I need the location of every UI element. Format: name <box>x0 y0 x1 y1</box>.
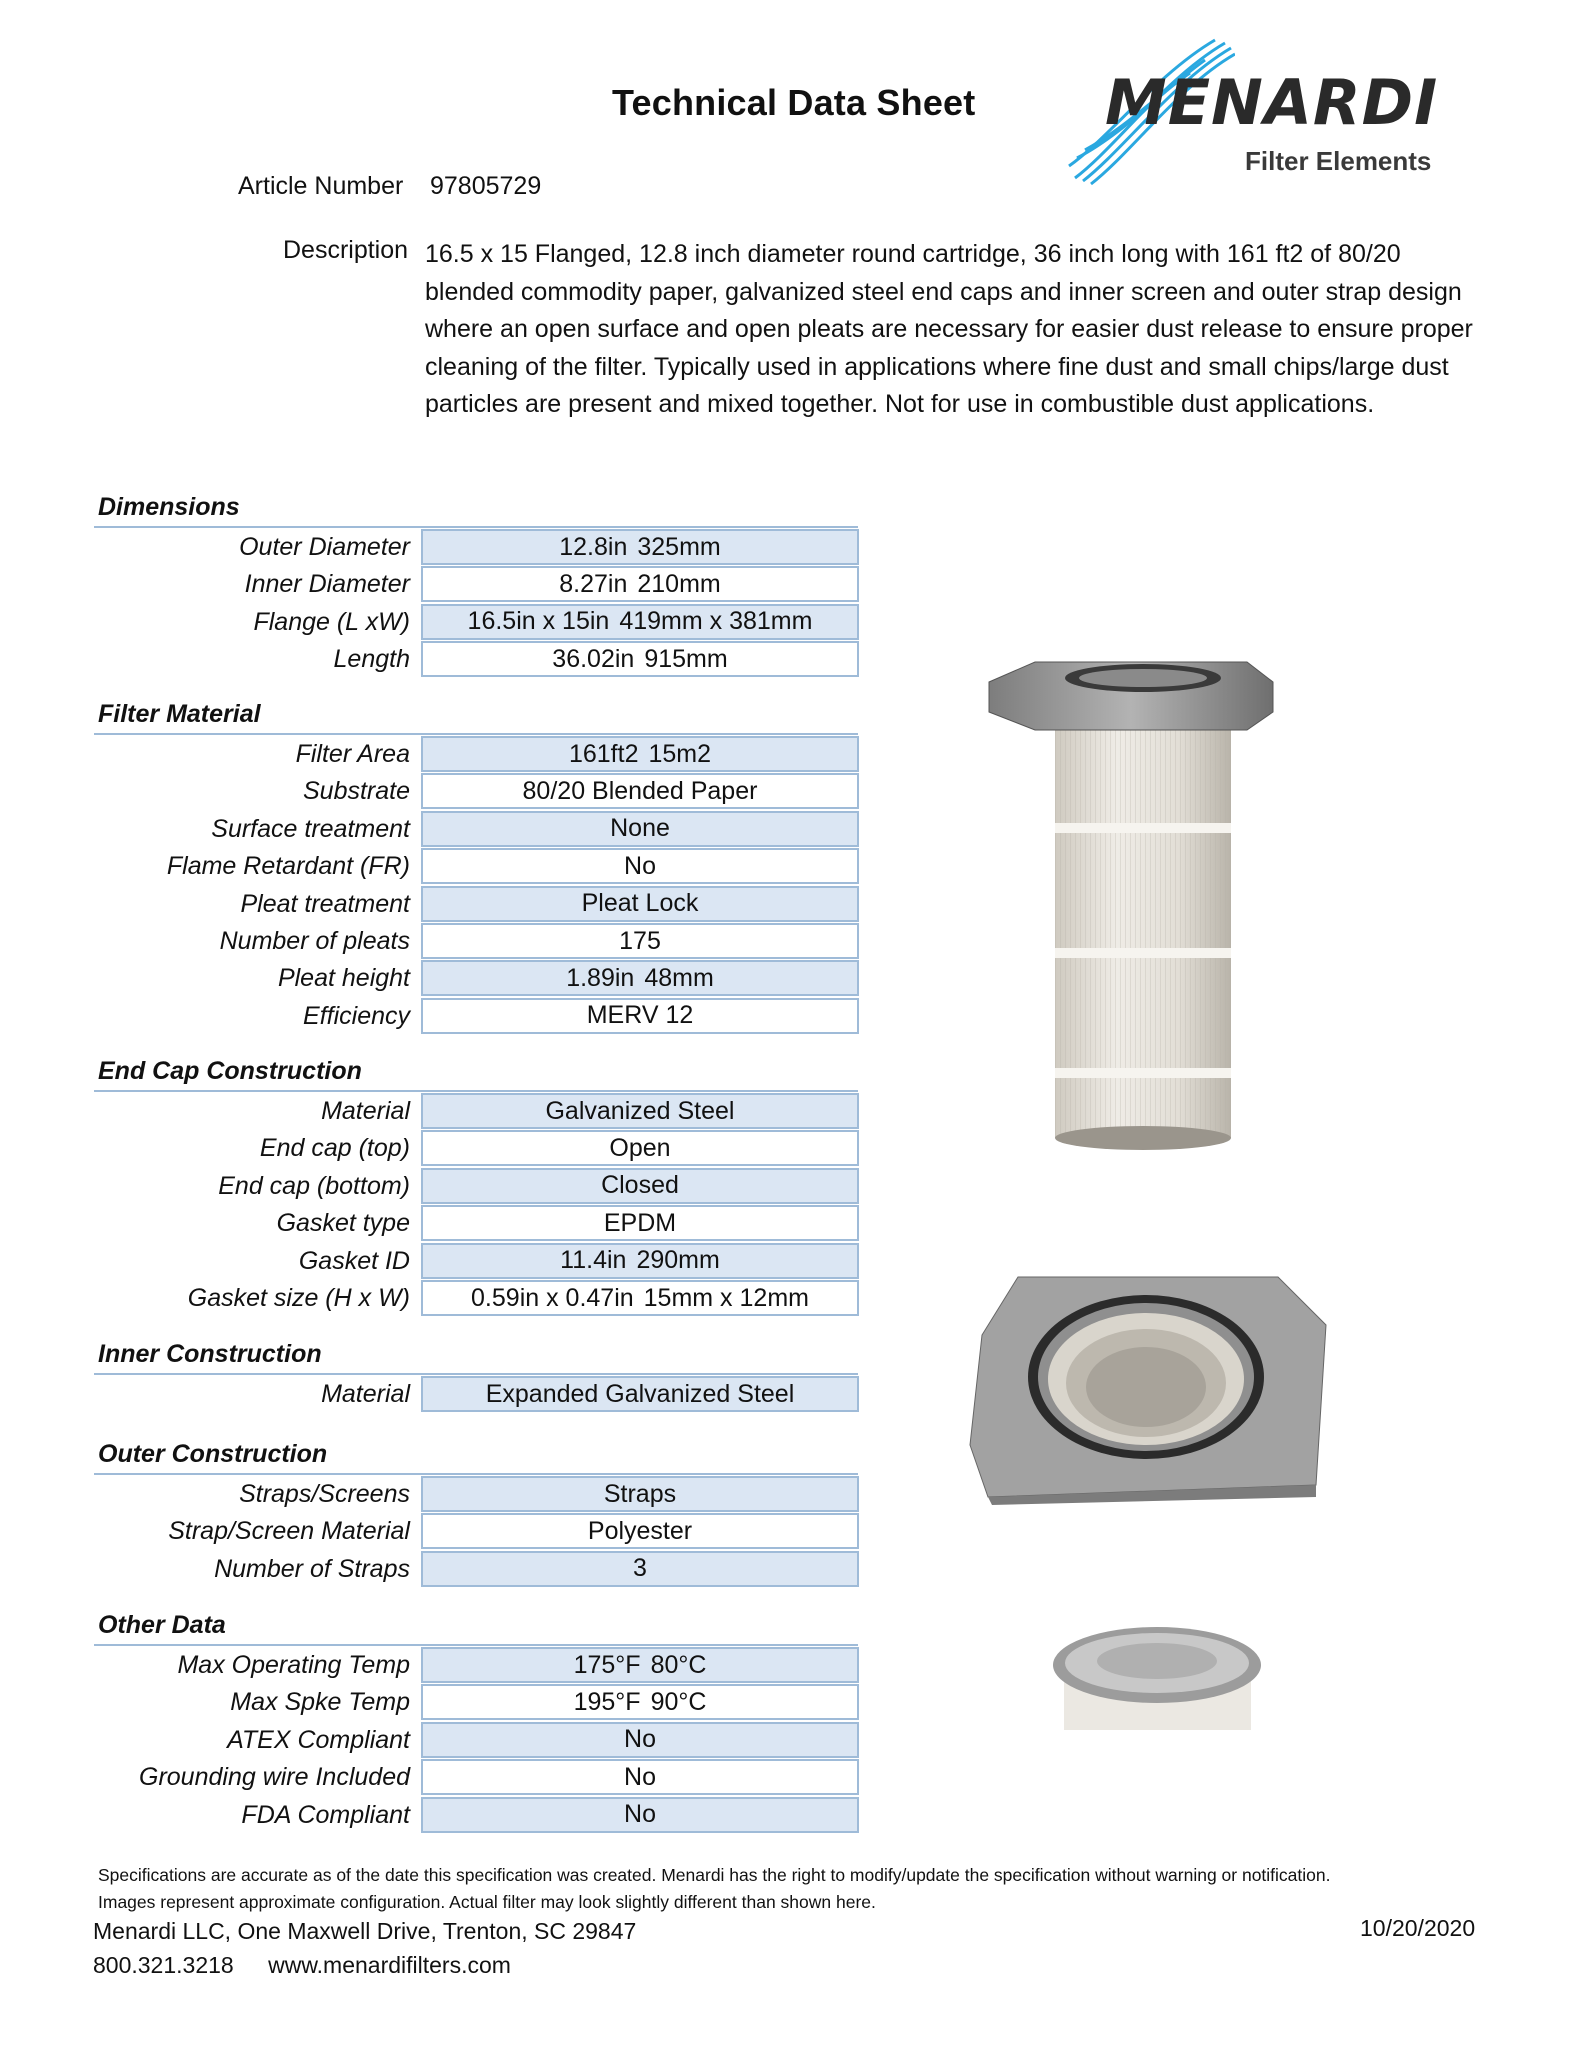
spec-value: No <box>624 1725 656 1754</box>
spec-value-metric: 80°C <box>650 1650 707 1679</box>
spec-value: No <box>624 851 656 880</box>
other-section-divider <box>94 1644 858 1646</box>
phone-number: 800.321.3218 <box>93 1952 234 1978</box>
spec-value-cell <box>421 848 859 884</box>
spec-value: MERV 12 <box>586 1001 694 1030</box>
spec-row <box>0 1759 870 1797</box>
spec-value-cell <box>421 1376 859 1412</box>
spec-row <box>0 1513 870 1551</box>
spec-label: Substrate <box>302 777 410 806</box>
website-link[interactable]: www.menardifilters.com <box>268 1952 511 1978</box>
spec-value: 80/20 Blended Paper <box>522 776 758 805</box>
spec-value-cell <box>421 1168 859 1204</box>
spec-row <box>0 1243 870 1281</box>
spec-value: 3 <box>633 1554 647 1583</box>
spec-label: Inner Diameter <box>244 570 410 599</box>
company-address: Menardi LLC, One Maxwell Drive, Trenton, SC 29847 <box>93 1918 637 1944</box>
spec-row <box>0 960 870 998</box>
spec-value-cell <box>421 811 859 847</box>
dimensions-section-divider <box>94 526 858 528</box>
spec-label: Gasket type <box>276 1209 410 1238</box>
disclaimer <box>98 1862 1518 1916</box>
spec-value-metric: 15m2 <box>648 739 712 768</box>
spec-value-cell <box>421 1759 859 1795</box>
spec-label: Filter Area <box>295 740 410 768</box>
filter-bottom-cap-image <box>1050 1625 1265 1730</box>
logo-wordmark: MENARDI <box>1105 66 1439 139</box>
document-date: 10/20/2020 <box>1360 1915 1476 1941</box>
dimensions-section-title: Dimensions <box>98 493 240 521</box>
spec-value-cell <box>421 1130 859 1166</box>
page-title: Technical Data Sheet <box>612 82 976 123</box>
spec-label: ATEX Compliant <box>227 1725 410 1754</box>
filter-flange-image <box>968 1275 1328 1505</box>
spec-row <box>0 1280 870 1318</box>
disclaimer-line-1: Specifications are accurate as of the date this specification was created. Menardi has the right to modify/update the specification without warning or notification. <box>98 1865 1331 1885</box>
disclaimer-line-2: Images represent approximate configuration. Actual filter may look slightly different than shown here. <box>98 1892 876 1912</box>
spec-value-imperial: 161ft2 <box>568 739 639 768</box>
spec-value: Polyester <box>587 1516 693 1545</box>
spec-label: FDA Compliant <box>241 1800 410 1829</box>
spec-value-cell <box>421 960 859 996</box>
spec-row <box>0 811 870 849</box>
spec-row <box>0 848 870 886</box>
spec-value-cell <box>421 736 859 772</box>
spec-label: End cap (bottom) <box>218 1171 410 1200</box>
spec-value-cell <box>421 1684 859 1720</box>
spec-value-cell <box>421 998 859 1034</box>
inner-section-divider <box>94 1373 858 1375</box>
spec-value-cell <box>421 1797 859 1833</box>
spec-label: Outer Diameter <box>239 533 410 561</box>
spec-value: EPDM <box>603 1208 677 1237</box>
spec-value-imperial: 16.5in x 15in <box>467 607 610 636</box>
contact-info <box>93 1952 511 1979</box>
spec-label: Material <box>321 1097 410 1125</box>
filter-material-section-divider <box>94 733 858 735</box>
spec-value-cell <box>421 1243 859 1279</box>
spec-value: None <box>610 814 670 843</box>
spec-row <box>0 1476 870 1514</box>
spec-label: Efficiency <box>303 1001 410 1030</box>
outer-section-title: Outer Construction <box>98 1440 328 1468</box>
spec-label: Length <box>333 645 410 674</box>
filter-material-section-title: Filter Material <box>98 700 261 728</box>
spec-value-metric: 90°C <box>650 1687 707 1716</box>
spec-row <box>0 1722 870 1760</box>
spec-row <box>0 1376 870 1414</box>
spec-value: No <box>624 1762 656 1791</box>
spec-value-metric: 325mm <box>637 532 721 561</box>
inner-section-title: Inner Construction <box>98 1340 322 1368</box>
spec-row <box>0 923 870 961</box>
spec-row <box>0 1551 870 1589</box>
spec-row <box>0 1684 870 1722</box>
spec-value-cell <box>421 1280 859 1316</box>
spec-value: 175 <box>619 926 661 955</box>
spec-value-imperial: 175°F <box>573 1650 641 1679</box>
spec-value-imperial: 36.02in <box>552 644 635 673</box>
spec-row <box>0 1205 870 1243</box>
spec-row <box>0 736 870 774</box>
spec-label: End cap (top) <box>259 1134 410 1163</box>
article-number-value: 97805729 <box>430 172 542 200</box>
spec-value-cell <box>421 1551 859 1587</box>
spec-label: Material <box>321 1380 410 1408</box>
spec-value: Closed <box>601 1171 679 1200</box>
description-text: 16.5 x 15 Flanged, 12.8 inch diameter round cartridge, 36 inch long with 161 ft2 of 80/20 blended commodity paper, galvanized steel end caps and inner screen and outer strap design where an open surface and open pleats are necessary for easier dust release to ensure proper cleaning of the filter. Typically used in applications where fine dust and small chips/large dust particles are present and mixed together. Not for use in combustible dust applications. <box>425 240 1473 418</box>
spec-value-imperial: 195°F <box>573 1687 641 1716</box>
spec-label: Flange (L xW) <box>253 607 410 636</box>
spec-value: No <box>624 1800 656 1829</box>
description-label: Description <box>283 236 409 264</box>
spec-row <box>0 1647 870 1685</box>
spec-label: Flame Retardant (FR) <box>166 852 410 881</box>
spec-row <box>0 604 870 642</box>
spec-value-imperial: 11.4in <box>560 1246 627 1275</box>
spec-value-cell <box>421 641 859 677</box>
spec-label: Max Spke Temp <box>230 1688 410 1717</box>
spec-value-cell <box>421 1205 859 1241</box>
spec-value-cell <box>421 1513 859 1549</box>
spec-value-metric: 290mm <box>636 1246 720 1275</box>
spec-value-cell <box>421 529 859 565</box>
spec-label: Gasket ID <box>298 1246 410 1275</box>
spec-label: Strap/Screen Material <box>168 1517 410 1546</box>
spec-value-metric: 210mm <box>637 569 721 598</box>
end-cap-section-divider <box>94 1090 858 1092</box>
spec-value-cell <box>421 1647 859 1683</box>
spec-label: Pleat height <box>277 964 410 993</box>
spec-row <box>0 998 870 1036</box>
spec-label: Straps/Screens <box>239 1480 410 1508</box>
end-cap-section-title: End Cap Construction <box>98 1057 362 1085</box>
spec-value-cell <box>421 886 859 922</box>
spec-value-metric: 48mm <box>644 963 714 992</box>
spec-row <box>0 1797 870 1835</box>
spec-label: Number of pleats <box>219 927 410 955</box>
spec-value-imperial: 1.89in <box>566 963 635 992</box>
spec-label: Number of Straps <box>214 1554 410 1583</box>
spec-value: Expanded Galvanized Steel <box>485 1379 795 1408</box>
spec-value-metric: 915mm <box>644 644 728 673</box>
spec-row <box>0 1168 870 1206</box>
spec-label: Pleat treatment <box>240 889 410 918</box>
other-section-title: Other Data <box>98 1611 226 1639</box>
spec-row <box>0 886 870 924</box>
spec-value: Open <box>609 1133 671 1162</box>
spec-value-cell <box>421 1476 859 1512</box>
spec-value: Straps <box>603 1479 677 1508</box>
spec-label: Surface treatment <box>211 814 410 843</box>
spec-label: Grounding wire Included <box>139 1763 410 1792</box>
spec-value-cell <box>421 923 859 959</box>
spec-value-cell <box>421 1722 859 1758</box>
spec-value-metric: 15mm x 12mm <box>643 1283 809 1312</box>
spec-value-cell <box>421 773 859 809</box>
spec-row <box>0 529 870 567</box>
article-number-label: Article Number <box>238 172 404 200</box>
filter-cartridge-image <box>985 658 1275 1153</box>
spec-row <box>0 773 870 811</box>
spec-row <box>0 566 870 604</box>
spec-value: Pleat Lock <box>581 889 699 918</box>
spec-value-imperial: 0.59in x 0.47in <box>471 1283 634 1312</box>
spec-value-cell <box>421 1093 859 1129</box>
spec-value-cell <box>421 604 859 640</box>
spec-value-metric: 419mm x 381mm <box>619 607 813 636</box>
spec-label: Max Operating Temp <box>177 1651 410 1679</box>
outer-section-divider <box>94 1473 858 1475</box>
spec-value-imperial: 8.27in <box>559 569 628 598</box>
spec-value: Galvanized Steel <box>545 1096 735 1125</box>
spec-value-cell <box>421 566 859 602</box>
spec-value-imperial: 12.8in <box>559 532 628 561</box>
menardi-logo <box>1065 38 1475 188</box>
spec-row <box>0 1130 870 1168</box>
spec-label: Gasket size (H x W) <box>187 1284 410 1312</box>
logo-subtitle: Filter Elements <box>1245 146 1432 176</box>
spec-row <box>0 1093 870 1131</box>
spec-row <box>0 641 870 679</box>
